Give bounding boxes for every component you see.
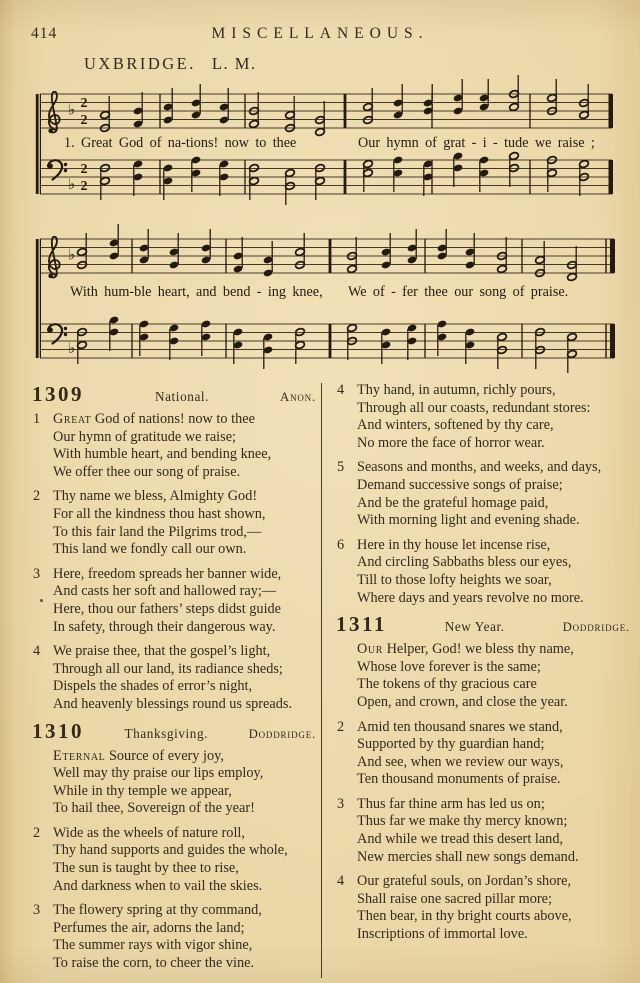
verse-line: And darkness when to vail the skies.	[53, 877, 263, 894]
hymn-author: Doddridge.	[562, 620, 630, 635]
svg-text:♭: ♭	[68, 102, 76, 119]
hymn-author: Anon.	[280, 390, 316, 404]
running-header: MISCELLANEOUS.	[211, 25, 429, 42]
verse-line: We praise thee, that the gospel’s light,	[53, 643, 271, 660]
verse-line: And heavenly blessings round us spreads.	[53, 695, 293, 712]
hymn-column-left	[30, 382, 318, 980]
verse-lines	[53, 902, 262, 972]
verse-line: We offer thee our song of praise.	[53, 463, 241, 480]
scan-speck	[40, 599, 43, 602]
verse-line: Till to those lofty heights we soar,	[357, 571, 552, 588]
verse-lines	[357, 873, 572, 943]
svg-text:♭: ♭	[68, 341, 76, 357]
verse-number: 2	[33, 824, 41, 841]
verse-line: Here, freedom spreads her banner wide,	[53, 565, 282, 582]
verse-number: 3	[33, 565, 41, 582]
verse-line: With humble heart, and bending knee,	[53, 446, 272, 463]
verse-line: To raise the corn, to cheer the vine.	[53, 955, 255, 972]
verse-line: Through all our coasts, redundant stores:	[357, 399, 591, 416]
hymn-verse	[334, 796, 632, 866]
hymn-verse	[30, 748, 318, 818]
hymn-verse	[30, 411, 318, 481]
hymn-verse	[334, 873, 632, 943]
verse-line: Great God of nations! now to thee	[53, 411, 255, 427]
verse-line: The flowery spring at thy command,	[53, 902, 262, 919]
verse-number: 3	[33, 902, 41, 919]
svg-text:♭: ♭	[68, 177, 76, 193]
hymn-verse	[334, 537, 632, 607]
svg-text:2: 2	[80, 162, 88, 177]
hymn-category: National.	[154, 389, 210, 404]
verse-lines	[357, 719, 563, 789]
verse-lines	[53, 566, 281, 636]
hymn-number: 1310	[32, 718, 84, 743]
verse-line: Thy hand, in autumn, richly pours,	[357, 382, 556, 398]
hymn-author: Doddridge.	[248, 726, 316, 741]
verse-line: And see, when we review our ways,	[357, 753, 564, 770]
hymn-column-right	[334, 382, 632, 951]
verse-number	[30, 748, 53, 818]
verse-line: Amid ten thousand snares we stand,	[357, 718, 563, 735]
verse-number: 2	[337, 718, 345, 735]
verse-line: Perfumes the air, adorns the land;	[53, 919, 245, 936]
lyric-line: With hum-ble heart, and bend - ing knee,	[70, 284, 323, 300]
verse-line: Thus far thine arm has led us on;	[357, 795, 545, 812]
verse-line: Seasons and months, and weeks, and days,	[357, 459, 602, 476]
tune-name: UXBRIDGE.	[84, 54, 196, 73]
verse-line: Here, thou our fathers’ steps didst guide	[53, 600, 282, 617]
verse-line: And be the grateful homage paid,	[357, 494, 549, 511]
verse-lines	[357, 537, 584, 607]
verse-line: Eternal Source of every joy,	[53, 747, 224, 764]
verse-lines	[53, 825, 288, 895]
verse-line: Ten thousand monuments of praise.	[357, 771, 561, 788]
verse-number: 2	[33, 488, 41, 505]
verse-line: The sun is taught by thee to rise,	[53, 860, 239, 877]
verse-line: Well may thy praise our lips employ,	[53, 765, 264, 782]
lyric-line: Our hymn of grat - i - tude we raise ;	[358, 135, 595, 151]
verse-line: To this fair land the Pilgrims trod,—	[53, 523, 262, 540]
verse-line: In safety, through their dangerous way.	[53, 618, 276, 635]
hymn-verse	[334, 719, 632, 789]
verse-line: Then bear, in thy bright courts above,	[357, 908, 572, 925]
hymn-verse	[30, 643, 318, 713]
verse-line: The summer rays with vigor shine,	[53, 937, 253, 954]
verse-line: While in thy temple we appear,	[53, 782, 232, 799]
verse-line: Demand successive songs of praise;	[357, 476, 563, 493]
svg-text:2: 2	[80, 113, 88, 128]
running-head-row	[0, 25, 640, 43]
verse-line: Thy hand supports and guides the whole,	[53, 842, 288, 859]
verse-line: Dispels the shades of error’s night,	[53, 678, 253, 695]
verse-line: Thus far we make thy mercy known;	[357, 813, 568, 830]
verse-line: Wide as the wheels of nature roll,	[53, 824, 245, 841]
lead-word: Our	[357, 641, 384, 658]
verse-line: Inscriptions of immortal love.	[357, 926, 528, 943]
hymn-verse	[334, 382, 632, 452]
verse-number: 4	[337, 382, 345, 398]
lyric-line: 1. Great God of na-tions! now to thee	[64, 135, 297, 151]
hymn-verse	[30, 566, 318, 636]
verse-line: Our Helper, God! we bless thy name,	[357, 641, 574, 658]
verse-number: 4	[337, 873, 345, 890]
verse-line: And casts her soft and hallowed ray;—	[53, 583, 277, 600]
verse-lines	[357, 641, 574, 711]
verse-line: And while we tread this desert land,	[357, 831, 564, 848]
verse-number: 5	[337, 459, 345, 476]
verse-lines	[53, 488, 265, 558]
hymn-heading	[32, 718, 318, 743]
verse-number	[334, 641, 357, 711]
verse-line: With morning light and evening shade.	[357, 512, 580, 529]
hymn-heading	[32, 384, 318, 406]
verse-number: 6	[337, 536, 345, 553]
lead-word: Eternal	[53, 747, 106, 764]
verse-lines	[357, 382, 590, 452]
hymn-verse	[30, 825, 318, 895]
verse-line: Where days and years revolve no more.	[357, 589, 584, 606]
hymn-category: Thanksgiving.	[124, 725, 209, 741]
verse-line: And winters, softened by thy care,	[357, 417, 554, 434]
verse-line: Whose love forever is the same;	[357, 658, 541, 675]
hymn-verse	[334, 459, 632, 529]
verse-line: Through all our land, its radiance sheds;	[53, 660, 283, 677]
verse-lines	[357, 796, 579, 866]
verse-line: For all the kindness thou hast shown,	[53, 505, 266, 522]
verse-lines	[357, 459, 601, 529]
verse-line: Our grateful souls, on Jordan’s shore,	[357, 873, 572, 890]
verse-line: This land we fondly call our own.	[53, 541, 247, 558]
verse-lines	[53, 643, 292, 713]
column-divider	[321, 383, 322, 978]
verse-line: Here in thy house let incense rise,	[357, 536, 551, 553]
hymn-verse	[30, 902, 318, 972]
verse-lines	[53, 748, 263, 818]
verse-number: 3	[337, 795, 345, 812]
verse-number: 4	[33, 643, 41, 660]
hymn-verse	[30, 488, 318, 558]
tune-title	[84, 54, 257, 74]
verse-line: To hail thee, Sovereign of the year!	[53, 800, 255, 817]
verse-line: The tokens of thy gracious care	[357, 676, 537, 693]
verse-line: And circling Sabbaths bless our eyes,	[357, 554, 572, 571]
hymn-heading	[336, 614, 632, 636]
verse-line: Our hymn of gratitude we raise;	[53, 428, 237, 445]
svg-text:♭: ♭	[68, 247, 76, 264]
verse-line: Open, and crown, and close the year.	[357, 693, 568, 710]
hymn-category: New Year.	[444, 619, 505, 635]
hymn-verse	[334, 641, 632, 711]
page-number: 414	[31, 25, 58, 42]
hymn-number: 1309	[32, 382, 84, 406]
verse-line: No more the face of horror wear.	[357, 434, 545, 451]
verse-lines	[53, 411, 271, 481]
lyric-line: We of - fer thee our song of praise.	[348, 284, 569, 300]
verse-number: 1	[33, 411, 41, 427]
verse-line: New mercies shall new songs demand.	[357, 848, 579, 865]
svg-text:2: 2	[80, 96, 88, 111]
verse-line: Thy name we bless, Almighty God!	[53, 488, 258, 505]
svg-text:2: 2	[80, 179, 88, 194]
hymn-number: 1311	[336, 612, 387, 637]
tune-meter: L. M.	[211, 54, 257, 73]
lead-word: Great	[53, 411, 92, 427]
verse-line: Supported by thy guardian hand;	[357, 736, 545, 753]
verse-line: Shall raise one sacred pillar more;	[357, 890, 552, 907]
